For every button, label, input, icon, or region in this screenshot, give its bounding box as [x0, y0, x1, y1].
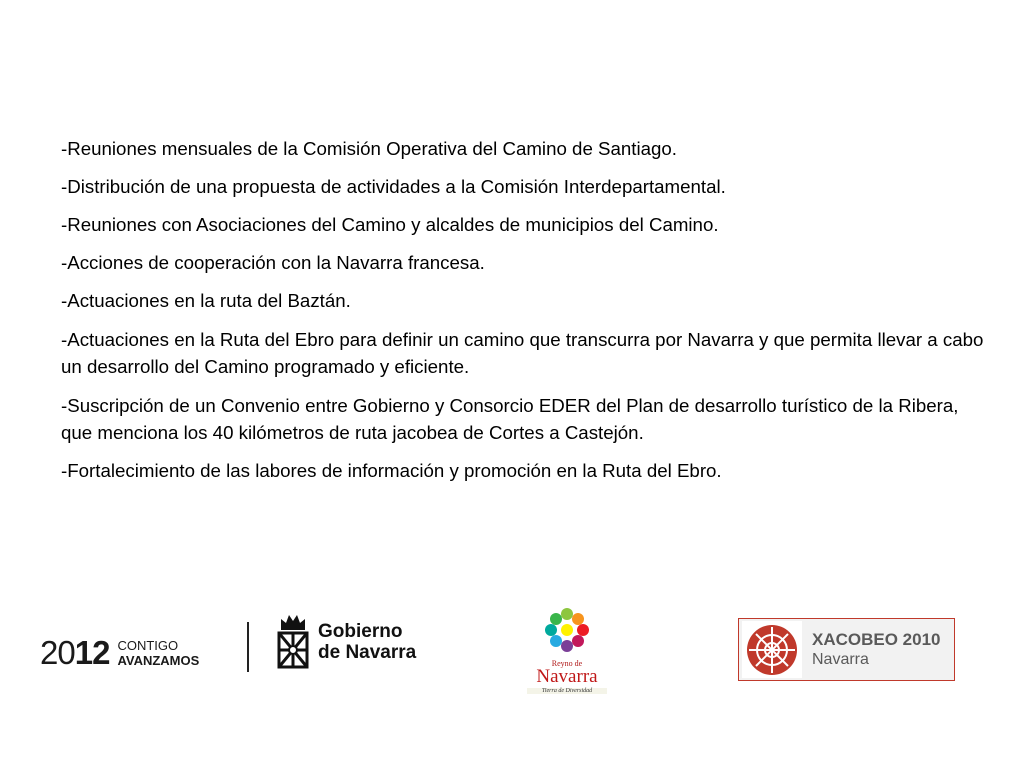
- gobierno-line2: de Navarra: [318, 642, 417, 663]
- list-item: -Suscripción de un Convenio entre Gobierno y Consorcio EDER del Plan de desarrollo turístico de la Ribera, que menciona los 40 kilómetros de ruta jacobea de Cortes a Castejón.: [61, 395, 959, 443]
- xacobeo-title: XACOBEO 2010: [812, 629, 941, 649]
- list-item: -Reuniones mensuales de la Comisión Operativa del Camino de Santiago.: [61, 138, 677, 159]
- reyno-flower-icon: [544, 607, 590, 653]
- logo-2012-year: [40, 634, 109, 672]
- logo-slogan: [117, 638, 199, 668]
- xacobeo-subtitle: Navarra: [812, 650, 869, 668]
- logo-reyno-de-navarra: [527, 607, 607, 693]
- logo-year-bold: 12: [74, 634, 110, 671]
- xacobeo-text: [812, 630, 941, 670]
- logo-slogan-line2: AVANZAMOS: [117, 653, 200, 668]
- logo-divider: [247, 622, 249, 672]
- navarra-coat-of-arms-icon: [276, 613, 310, 671]
- list-item: -Fortalecimiento de las labores de información y promoción en la Ruta del Ebro.: [61, 460, 722, 481]
- logo-slogan-line1: CONTIGO: [117, 638, 179, 653]
- gobierno-line1: Gobierno: [318, 621, 403, 642]
- gobierno-text: [318, 621, 416, 663]
- reyno-small-text: Reyno de: [551, 659, 583, 668]
- list-item: -Acciones de cooperación con la Navarra francesa.: [61, 252, 485, 273]
- xacobeo-emblem-icon: [744, 623, 800, 677]
- list-item: -Reuniones con Asociaciones del Camino y alcaldes de municipios del Camino.: [61, 214, 719, 235]
- list-item: -Actuaciones en la Ruta del Ebro para definir un camino que transcurra por Navarra y que permita llevar a cabo un desarrollo del Camino programado y eficiente.: [61, 329, 984, 377]
- logo-gobierno-navarra: [276, 613, 416, 671]
- logo-year-light: 20: [40, 634, 75, 671]
- xacobeo-emblem: [742, 621, 802, 678]
- logo-2012-contigo-avanzamos: [40, 633, 199, 673]
- reyno-tagline: Tierra de Diversidad: [527, 688, 607, 694]
- list-item: -Actuaciones en la ruta del Baztán.: [61, 290, 351, 311]
- logo-xacobeo-2010: [738, 618, 955, 681]
- activities-list: [61, 136, 991, 496]
- reyno-big-text: Navarra: [536, 666, 598, 687]
- list-item: -Distribución de una propuesta de actividades a la Comisión Interdepartamental.: [61, 176, 726, 197]
